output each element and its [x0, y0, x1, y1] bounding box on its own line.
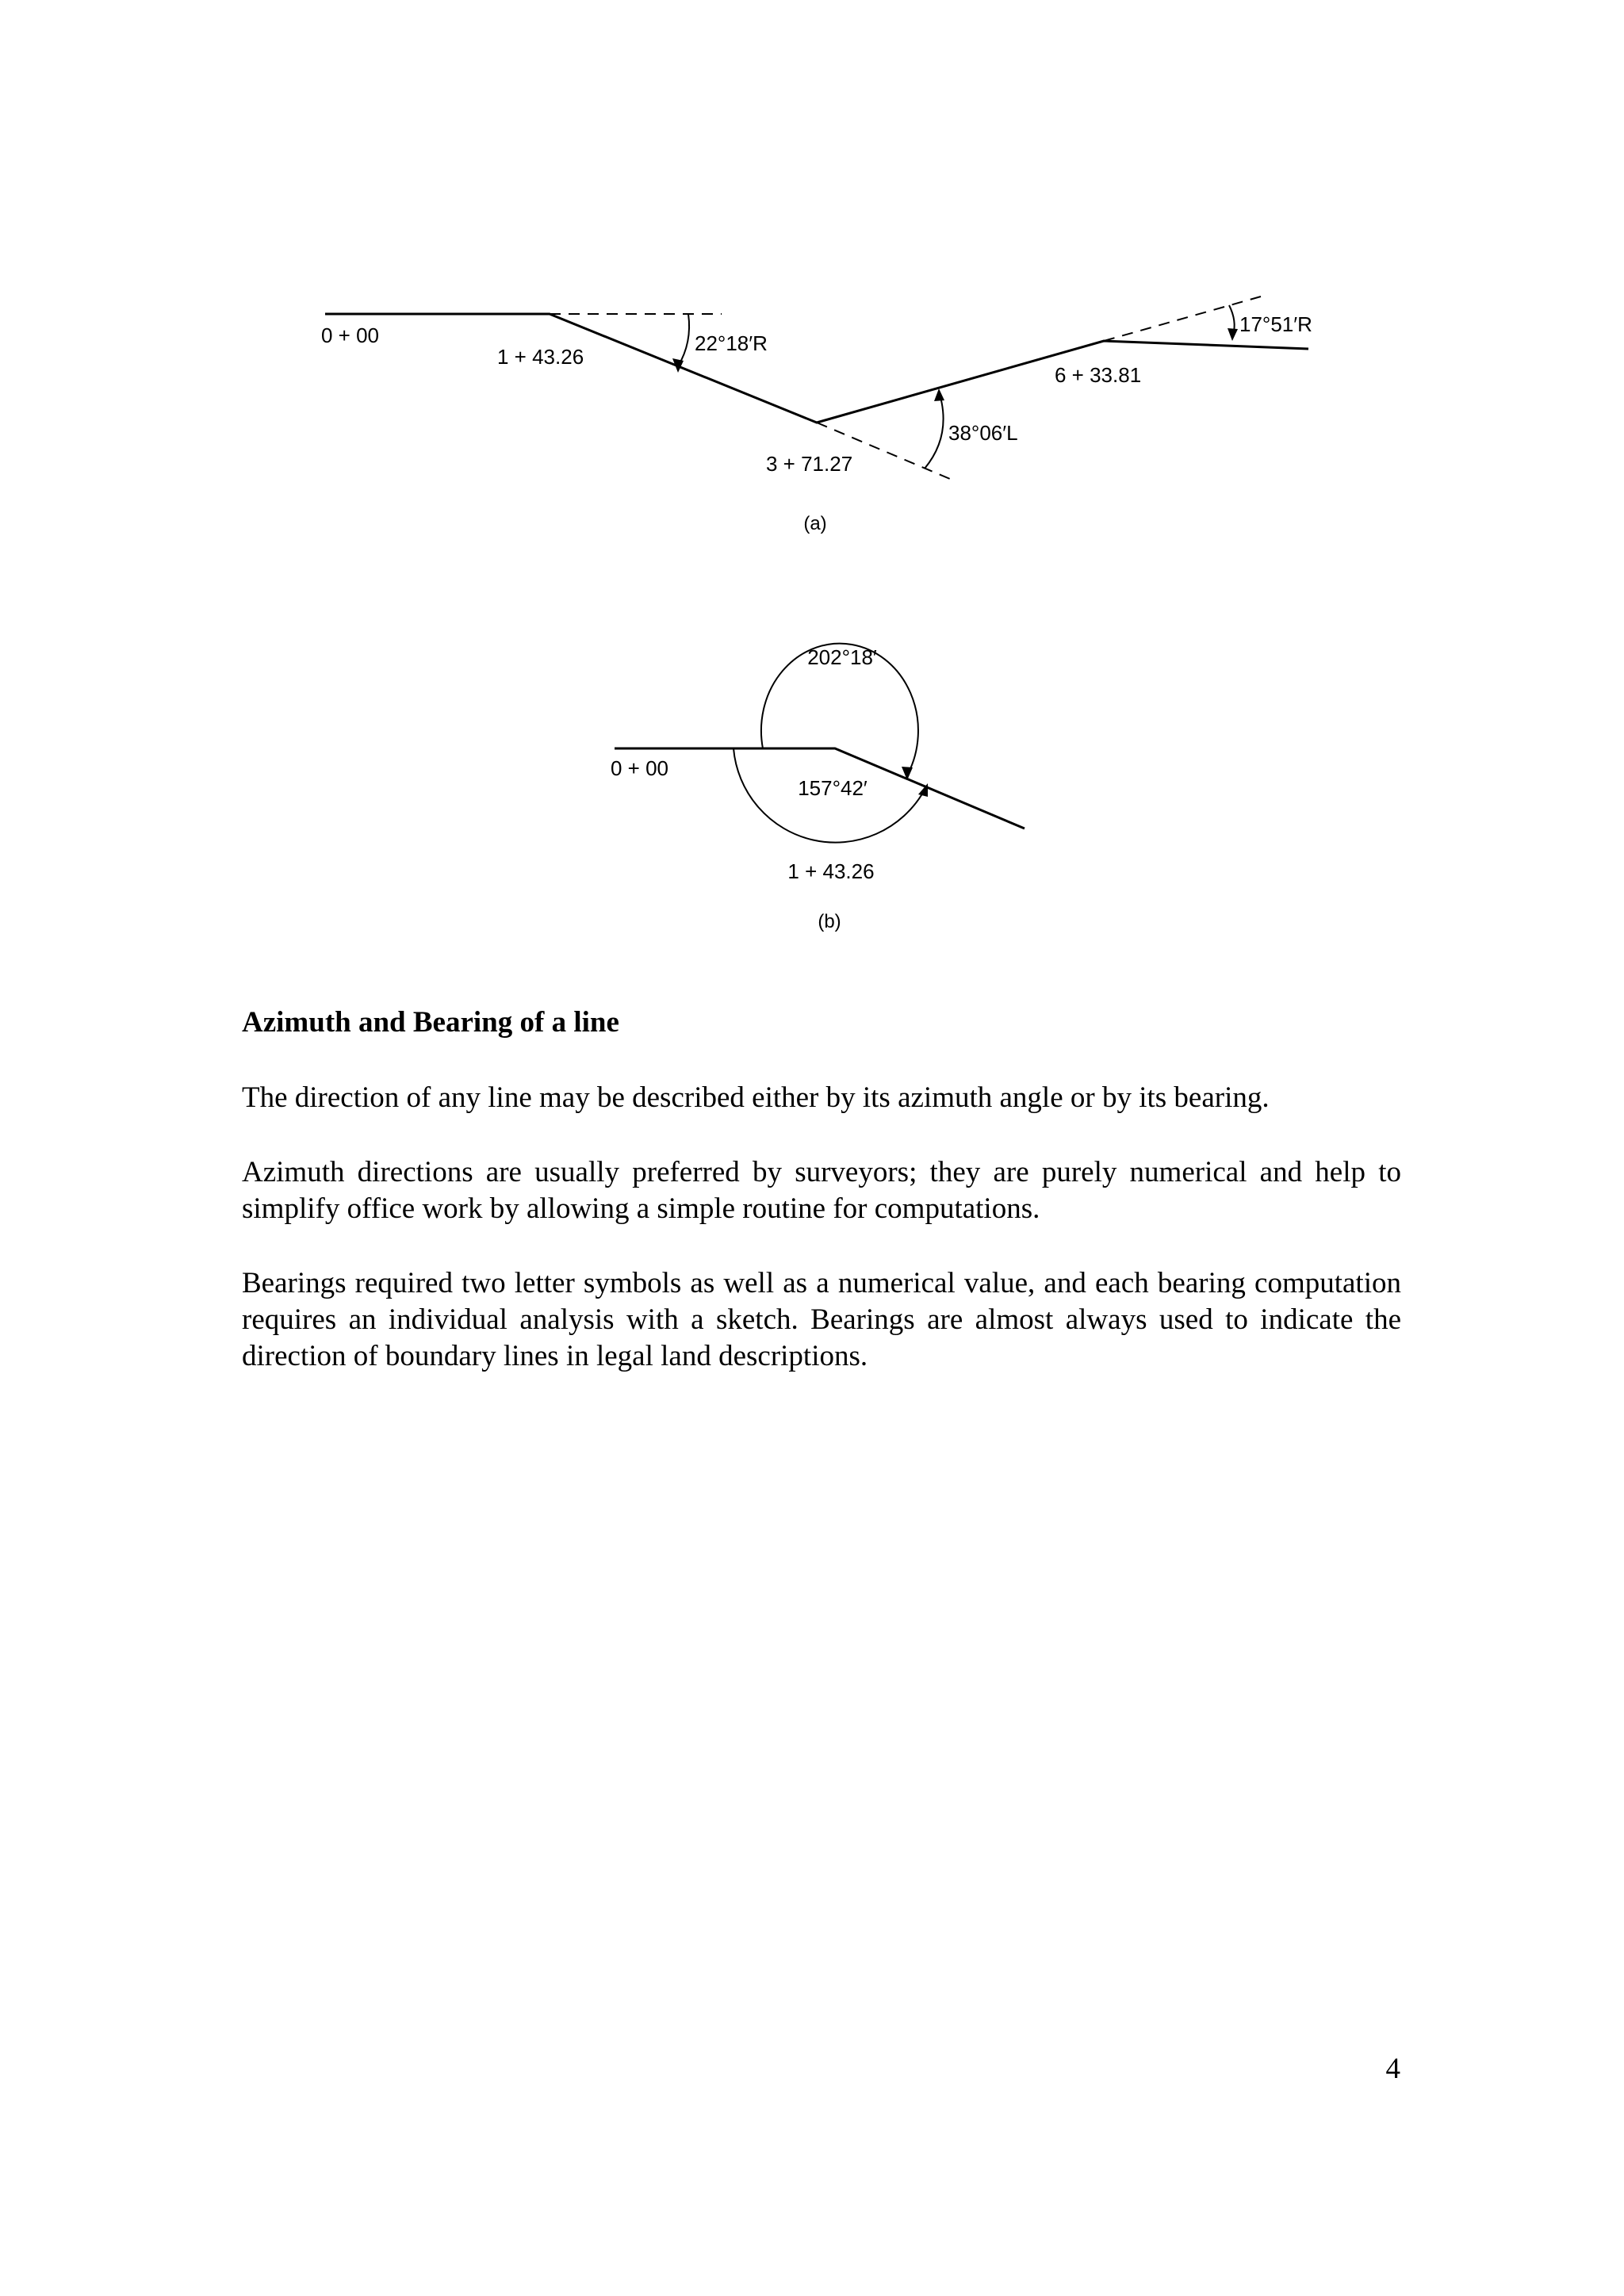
- outer-angle-label: 202°18′: [807, 645, 877, 669]
- inner-angle-label: 157°42′: [798, 776, 868, 800]
- section-heading: Azimuth and Bearing of a line: [242, 1006, 619, 1039]
- paragraph-1: The direction of any line may be described either by its azimuth angle or by its bearing.: [242, 1081, 1270, 1114]
- page-number: 4: [1385, 2053, 1400, 2085]
- figure-b-caption: (b): [818, 911, 841, 932]
- angle-arc-2: [925, 394, 944, 469]
- deflection-angle-2: 38°06′L: [948, 421, 1018, 445]
- paragraph-2: Azimuth directions are usually preferred by surveyors; they are purely numerical and help to simplify office work by allowing a simple routine for computations.: [242, 1156, 1401, 1225]
- paragraph-3: Bearings required two letter symbols as well as a numerical value, and each bearing computation requires an individual analysis with a sketch. Bearings are almost always used to indicate the direction of boundary lines in legal land descriptions.: [242, 1267, 1401, 1372]
- station-label-b1: 1 + 43.26: [787, 859, 875, 883]
- figure-a-deflection-angles: [321, 297, 1312, 534]
- figure-b-angles-right: [611, 644, 1025, 932]
- deflection-angle-1: 22°18′R: [695, 331, 768, 355]
- figure-a-caption: (a): [803, 513, 827, 534]
- station-label-0: 0 + 00: [321, 323, 380, 347]
- arrowhead-3: [1228, 328, 1238, 341]
- station-label-2: 3 + 71.27: [766, 452, 853, 476]
- angle-arc-1: [678, 314, 689, 366]
- traverse-line-a: [325, 314, 1308, 423]
- traverse-diagrams: [0, 0, 1624, 967]
- station-label-1: 1 + 43.26: [497, 345, 584, 369]
- station-label-3: 6 + 33.81: [1055, 363, 1142, 387]
- extension-line-3: [1104, 297, 1261, 341]
- deflection-angle-3: 17°51′R: [1239, 312, 1312, 336]
- arrowhead-2: [934, 388, 944, 401]
- station-label-b0: 0 + 00: [611, 756, 669, 780]
